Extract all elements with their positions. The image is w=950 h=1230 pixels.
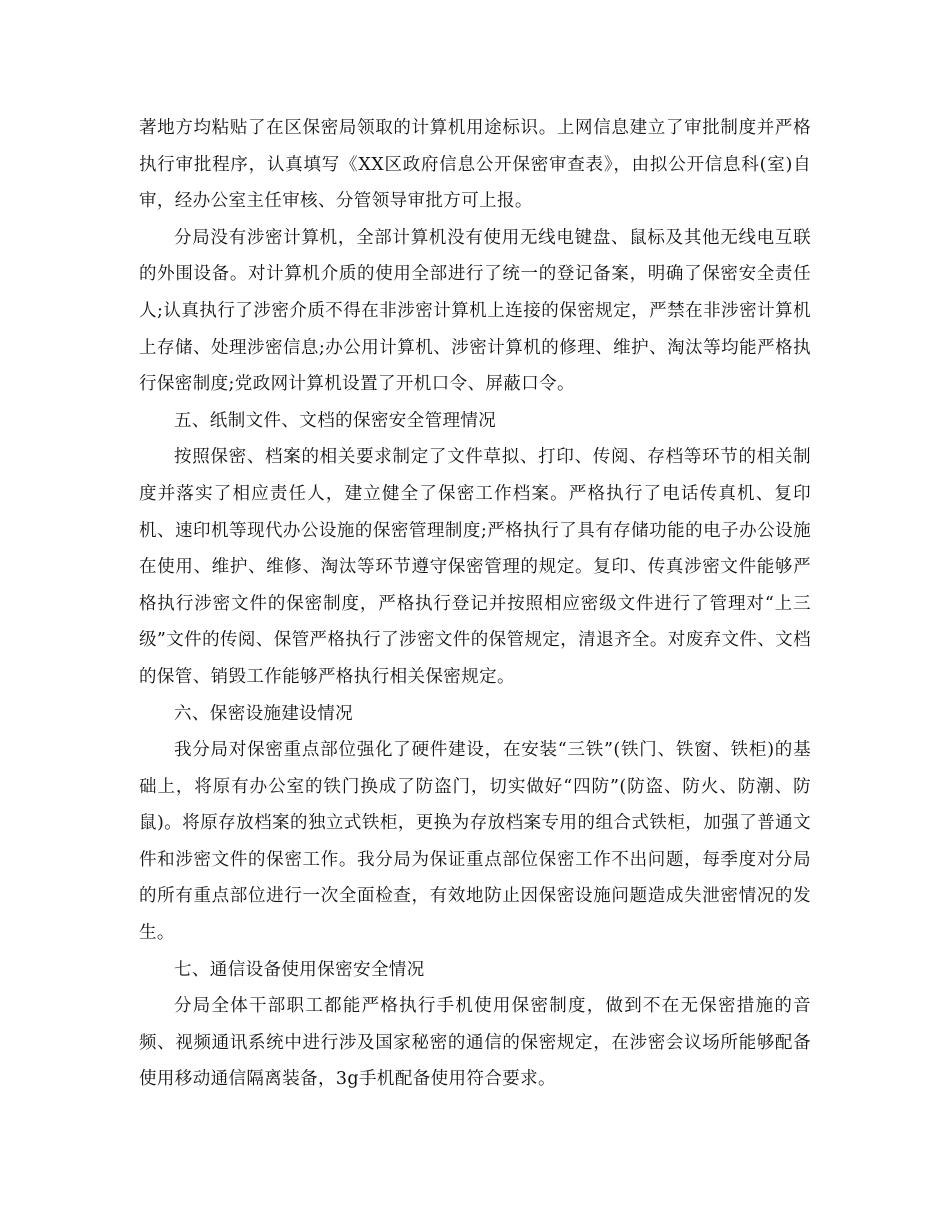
- paragraph-computer-security: 分局没有涉密计算机，全部计算机没有使用无线电键盘、鼠标及其他无线电互联的外围设备。对计算机介质的使用全部进行了统一的登记备案，明确了保密安全责任人;认真执行了涉密介质不得在非涉密计算机上连接的保密规定，严禁在非涉密计算机上存储、处理涉密信息;办公用计算机、涉密计算机的修理、维护、淘汰等均能严格执行保密制度;党政网计算机设置了开机口令、屏蔽口令。: [139, 227, 811, 395]
- section-heading-6: 六、保密设施建设情况: [174, 703, 353, 724]
- document-body: [139, 110, 811, 1098]
- paragraph-security-facilities: 我分局对保密重点部位强化了硬件建设，在安装“三铁”(铁门、铁窗、铁柜)的基础上，将原有办公室的铁门换成了防盗门，切实做好“四防”(防盗、防火、防潮、防鼠)。将原存放档案的独立式铁柜，更换为存放档案专用的组合式铁柜，加强了普通文件和涉密文件的保密工作。我分局为保证重点部位保密工作不出问题，每季度对分局的所有重点部位进行一次全面检查，有效地防止因保密设施问题造成失泄密情况的发生。: [139, 740, 811, 944]
- paragraph-communication-devices: 分局全体干部职工都能严格执行手机使用保密制度，做到不在无保密措施的音频、视频通讯系统中进行涉及国家秘密的通信的保密规定，在涉密会议场所能够配备使用移动通信隔离装备，3g手机配备使用符合要求。: [139, 996, 811, 1090]
- section-heading-7: 七、通信设备使用保密安全情况: [174, 959, 425, 980]
- paragraph-paper-documents: 按照保密、档案的相关要求制定了文件草拟、打印、传阅、存档等环节的相关制度并落实了相应责任人，建立健全了保密工作档案。严格执行了电话传真机、复印机、速印机等现代办公设施的保密管理制度;严格执行了具有存储功能的电子办公设施在使用、维护、维修、淘汰等环节遵守保密管理的规定。复印、传真涉密文件能够严格执行涉密文件的保密制度，严格执行登记并按照相应密级文件进行了管理对“上三级”文件的传阅、保管严格执行了涉密文件的保管规定，清退齐全。对废弃文件、文档的保管、销毁工作能够严格执行相关保密规定。: [139, 447, 811, 687]
- paragraph-computer-labels: 著地方均粘贴了在区保密局领取的计算机用途标识。上网信息建立了审批制度并严格执行审批程序，认真填写《XX区政府信息公开保密审查表》，由拟公开信息科(室)自审，经办公室主任审核、分管领导审批方可上报。: [139, 118, 811, 212]
- section-heading-5: 五、纸制文件、文档的保密安全管理情况: [174, 410, 497, 431]
